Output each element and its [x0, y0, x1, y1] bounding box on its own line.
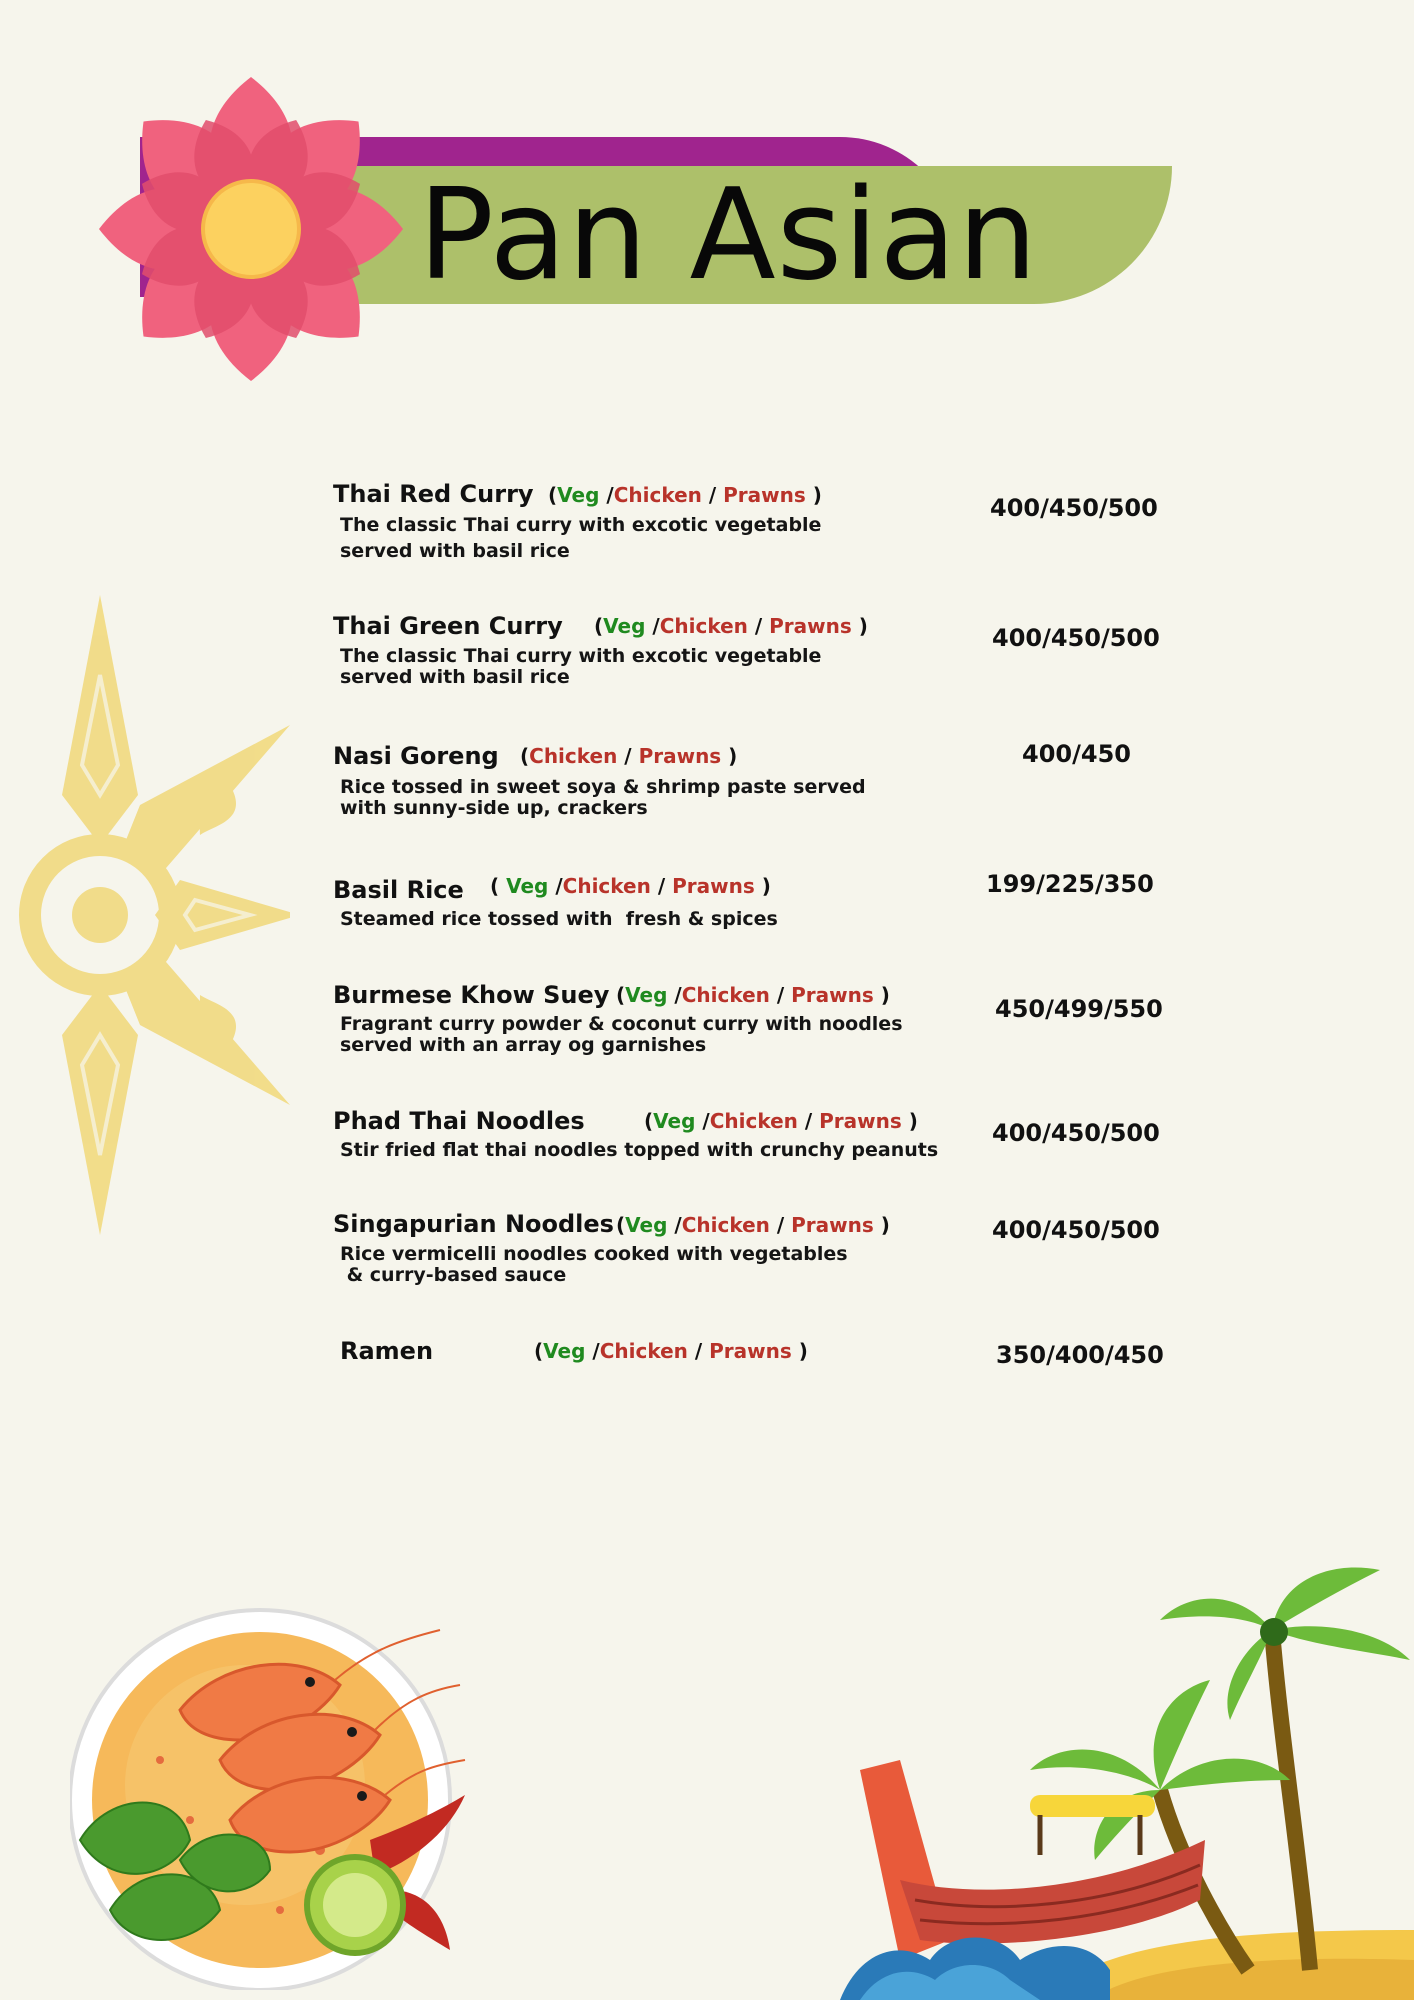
menu-item-options: (Veg /Chicken / Prawns ): [534, 1339, 808, 1363]
tropical-island-boat: [840, 1500, 1414, 2000]
lotus-center: [203, 181, 299, 277]
thai-mandala-ornament: [0, 590, 290, 1240]
tom-yum-soup-bowl: [70, 1590, 470, 1990]
menu-item-options: (Veg /Chicken / Prawns ): [548, 483, 822, 507]
menu-item-description: Steamed rice tossed with fresh & spices: [340, 908, 778, 930]
option-veg: Veg: [543, 1339, 586, 1363]
menu-item-options: (Veg /Chicken / Prawns ): [644, 1109, 918, 1133]
option-veg: Veg: [603, 614, 646, 638]
menu-item-name: Thai Green Curry: [333, 612, 563, 640]
option-veg: Veg: [557, 483, 600, 507]
menu-item-name: Basil Rice: [333, 876, 464, 904]
menu-item-price: 450/499/550: [995, 995, 1163, 1023]
option-prawns: Prawns: [791, 1213, 874, 1237]
waves: [840, 1938, 1110, 2000]
option-veg: Veg: [653, 1109, 696, 1133]
menu-item-name: Nasi Goreng: [333, 742, 499, 770]
option-veg: Veg: [625, 983, 668, 1007]
option-prawns: Prawns: [791, 983, 874, 1007]
long-tail-boat: [860, 1760, 1205, 1960]
menu-item-description: Rice vermicelli noodles cooked with vegetables: [340, 1243, 848, 1265]
menu-item-description: with sunny-side up, crackers: [340, 797, 648, 819]
menu-item-options: ( Veg /Chicken / Prawns ): [490, 874, 771, 898]
option-prawns: Prawns: [672, 874, 755, 898]
option-prawns: Prawns: [769, 614, 852, 638]
menu-item-description: Stir fried flat thai noodles topped with crunchy peanuts: [340, 1139, 939, 1161]
option-veg: Veg: [625, 1213, 668, 1237]
menu-item-options: (Veg /Chicken / Prawns ): [594, 614, 868, 638]
menu-item-price: 350/400/450: [996, 1341, 1164, 1369]
option-prawns: Prawns: [709, 1339, 792, 1363]
menu-item-options: (Chicken / Prawns ): [520, 744, 738, 768]
option-prawns: Prawns: [819, 1109, 902, 1133]
option-chicken: Chicken: [599, 1339, 688, 1363]
menu-item-price: 400/450: [1022, 740, 1131, 768]
menu-item-name: Thai Red Curry: [333, 480, 534, 508]
page-title: Pan Asian: [418, 161, 1039, 308]
menu-item-description: Fragrant curry powder & coconut curry with noodles: [340, 1013, 903, 1035]
option-chicken: Chicken: [613, 483, 702, 507]
menu-item-options: (Veg /Chicken / Prawns ): [616, 1213, 890, 1237]
menu-item-description: Rice tossed in sweet soya & shrimp paste served: [340, 776, 866, 798]
menu-item-options: (Veg /Chicken / Prawns ): [616, 983, 890, 1007]
option-chicken: Chicken: [529, 744, 618, 768]
menu-item-description: served with basil rice: [340, 540, 570, 562]
menu-item-name: Singapurian Noodles: [333, 1210, 614, 1238]
menu-item-name: Burmese Khow Suey: [333, 981, 610, 1009]
menu-item-description: served with an array og garnishes: [340, 1034, 707, 1056]
option-veg: Veg: [506, 874, 549, 898]
option-prawns: Prawns: [723, 483, 806, 507]
option-chicken: Chicken: [659, 614, 748, 638]
menu-item-description: served with basil rice: [340, 666, 570, 688]
option-chicken: Chicken: [709, 1109, 798, 1133]
option-chicken: Chicken: [681, 983, 770, 1007]
menu-item-price: 400/450/500: [992, 1216, 1160, 1244]
menu-item-description: The classic Thai curry with excotic vegetable: [340, 645, 822, 667]
menu-item-name: Ramen: [340, 1337, 434, 1365]
menu-item-description: The classic Thai curry with excotic vegetable: [340, 514, 822, 536]
menu-item-description: & curry-based sauce: [340, 1264, 567, 1286]
menu-item-price: 400/450/500: [990, 494, 1158, 522]
lotus-flower-icon: [86, 64, 416, 394]
option-prawns: Prawns: [638, 744, 722, 768]
menu-item-price: 199/225/350: [986, 870, 1154, 898]
menu-item-name: Phad Thai Noodles: [333, 1107, 585, 1135]
option-chicken: Chicken: [681, 1213, 770, 1237]
menu-item-price: 400/450/500: [992, 624, 1160, 652]
option-chicken: Chicken: [562, 874, 651, 898]
menu-item-price: 400/450/500: [992, 1119, 1160, 1147]
